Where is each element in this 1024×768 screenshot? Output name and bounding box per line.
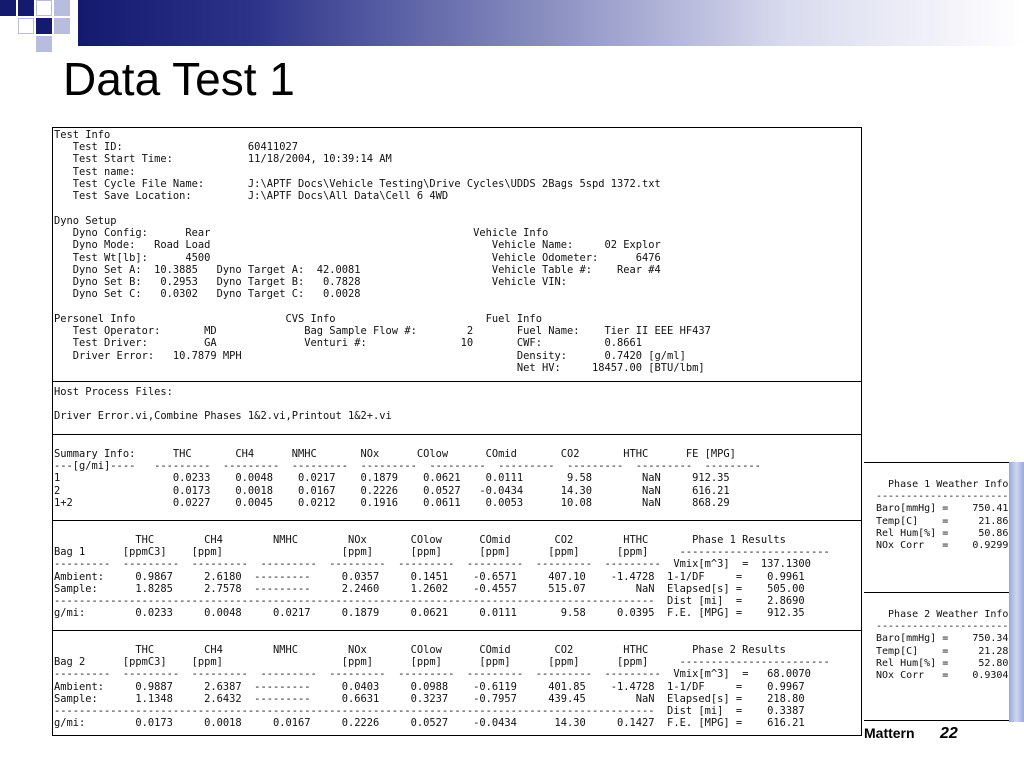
printout-line: Dyno Mode: Road Load Vehicle Name: 02 Explor: [54, 239, 661, 252]
printout-line: [54, 398, 392, 410]
printout-line: g/mi: 0.0173 0.0018 0.0167 0.2226 0.0527 -0.0434 14.30 0.1427 F.E. [MPG] = 616.21: [54, 717, 805, 730]
printout-line: Driver Error.vi,Combine Phases 1&2.vi,Printout 1&2+.vi: [54, 410, 392, 423]
printout-line: THC CH4 NMHC NOx COlow COmid CO2 HTHC Phase 1 Results: [54, 534, 786, 546]
printout-line: 1 0.0233 0.0048 0.0217 0.1879 0.0621 0.0111 9.58 NaN 912.35: [54, 472, 730, 485]
printout-line: Test Info: [54, 129, 111, 141]
printout-line: Test Save Location: J:\APTF Docs\All Data\Cell 6 4WD: [54, 190, 449, 203]
printout-line: NOx Corr = 0.9299: [876, 540, 1009, 552]
printout-line: Temp[C] = 21.28: [876, 645, 1009, 657]
divider: [53, 381, 861, 382]
printout-line: ---[g/mi]---- --------- --------- --------- --------- --------- --------- --------- --------- ---------: [54, 460, 761, 473]
printout-line: Sample: 1.8285 2.7578 --------- 2.2460 1.2602 -0.4557 515.07 NaN Elapsed[s] = 505.00: [54, 582, 805, 595]
side-accent-strip: [1009, 462, 1024, 722]
divider: [53, 630, 861, 631]
printout-line: THC CH4 NMHC NOx COlow COmid CO2 HTHC Phase 2 Results: [54, 644, 786, 656]
bag2-block: [54, 644, 830, 729]
weather-divider: [864, 720, 1009, 721]
page-title: Data Test 1: [63, 53, 295, 105]
printout-line: ------------------------------------------------------------------------------------------------ Dist [mi] = 0.3387: [54, 705, 805, 718]
printout-line: Test Cycle File Name: J:\APTF Docs\Vehicle Testing\Drive Cycles\UDDS 2Bags 5spd 1372.txt: [54, 177, 661, 190]
printout-line: Dyno Set C: 0.0302 Dyno Target C: 0.0028: [54, 288, 361, 301]
divider: [53, 520, 861, 521]
printout-line: Phase 2 Weather Info: [876, 609, 1009, 620]
printout-line: ------------------------------------------------------------------------------------------------ Dist [mi] = 2.8690: [54, 595, 805, 608]
printout-line: Personel Info CVS Info Fuel Info: [54, 313, 542, 325]
test-printout: [52, 127, 862, 736]
printout-line: Test ID: 60411027: [54, 141, 298, 154]
printout-line: Dyno Set A: 10.3885 Dyno Target A: 42.0081 Vehicle Table #: Rear #4: [54, 263, 661, 276]
printout-line: Ambient: 0.9887 2.6387 --------- 0.0403 0.0988 -0.6119 401.85 -1.4728 1-1/DF = 0.9967: [54, 680, 805, 693]
footer-author: Mattern: [864, 725, 915, 741]
printout-line: Test Wt[lb]: 4500 Vehicle Odometer: 6476: [54, 251, 661, 264]
phase2-weather-block: [876, 609, 1008, 682]
bag1-block: [54, 534, 830, 619]
printout-line: Dyno Config: Rear Vehicle Info: [54, 227, 549, 240]
printout-line: Driver Error: 10.7879 MPH Density: 0.7420 [g/ml]: [54, 349, 686, 362]
host-process-block: [54, 386, 392, 423]
header-gradient-bar: [78, 0, 1024, 46]
printout-line: Net HV: 18457.00 [BTU/lbm]: [54, 361, 705, 374]
printout-line: Test name:: [54, 165, 136, 178]
printout-line: Test Operator: MD Bag Sample Flow #: 2 Fuel Name: Tier II EEE HF437: [54, 325, 711, 338]
printout-line: Host Process Files:: [54, 386, 173, 398]
printout-line: Sample: 1.1348 2.6432 --------- 0.6631 0.3237 -0.7957 439.45 NaN Elapsed[s] = 218.80: [54, 692, 805, 705]
printout-line: Rel Hum[%] = 50.86: [876, 527, 1009, 539]
printout-line: --------- --------- --------- --------- --------- --------- --------- --------- --------- Vmix[m^3] = 68.0070: [54, 668, 811, 681]
printout-line: Test Driver: GA Venturi #: 10 CWF: 0.8661: [54, 337, 643, 350]
printout-line: Ambient: 0.9867 2.6180 --------- 0.0357 0.1451 -0.6571 407.10 -1.4728 1-1/DF = 0.9961: [54, 570, 805, 583]
printout-line: Rel Hum[%] = 52.80: [876, 657, 1009, 669]
dyno-vehicle-block: [54, 215, 661, 300]
printout-line: --------- --------- --------- --------- --------- --------- --------- --------- --------- Vmix[m^3] = 137.1300: [54, 558, 811, 571]
printout-line: Bag 1 [ppmC3] [ppm] [ppm] [ppm] [ppm] [ppm] [ppm] ------------------------: [54, 546, 830, 559]
printout-line: ----------------------: [876, 621, 1009, 633]
test-info-block: [54, 129, 661, 202]
printout-line: NOx Corr = 0.9304: [876, 670, 1009, 682]
divider: [53, 434, 861, 435]
printout-line: Baro[mmHg] = 750.34: [876, 633, 1009, 645]
printout-line: Baro[mmHg] = 750.41: [876, 503, 1009, 515]
printout-line: Temp[C] = 21.86: [876, 515, 1009, 527]
printout-line: 1+2 0.0227 0.0045 0.0212 0.1916 0.0611 0.0053 10.08 NaN 868.29: [54, 496, 730, 509]
printout-line: g/mi: 0.0233 0.0048 0.0217 0.1879 0.0621 0.0111 9.58 0.0395 F.E. [MPG] = 912.35: [54, 607, 805, 620]
page-number: 22: [940, 725, 958, 742]
printout-line: Summary Info: THC CH4 NMHC NOx COlow COmid CO2 HTHC FE [MPG]: [54, 448, 736, 460]
printout-line: Test Start Time: 11/18/2004, 10:39:14 AM: [54, 153, 392, 166]
weather-divider: [864, 462, 1009, 463]
printout-line: Bag 2 [ppmC3] [ppm] [ppm] [ppm] [ppm] [ppm] [ppm] ------------------------: [54, 656, 830, 669]
printout-line: Dyno Set B: 0.2953 Dyno Target B: 0.7828 Vehicle VIN:: [54, 276, 567, 289]
printout-line: 2 0.0173 0.0018 0.0167 0.2226 0.0527 -0.0434 14.30 NaN 616.21: [54, 484, 730, 497]
personel-cvs-fuel-block: [54, 313, 711, 374]
printout-line: Phase 1 Weather Info: [876, 479, 1009, 490]
summary-block: [54, 448, 761, 509]
phase1-weather-block: [876, 479, 1008, 552]
weather-divider: [864, 592, 1009, 593]
printout-line: Dyno Setup: [54, 215, 117, 227]
printout-line: ----------------------: [876, 491, 1009, 503]
